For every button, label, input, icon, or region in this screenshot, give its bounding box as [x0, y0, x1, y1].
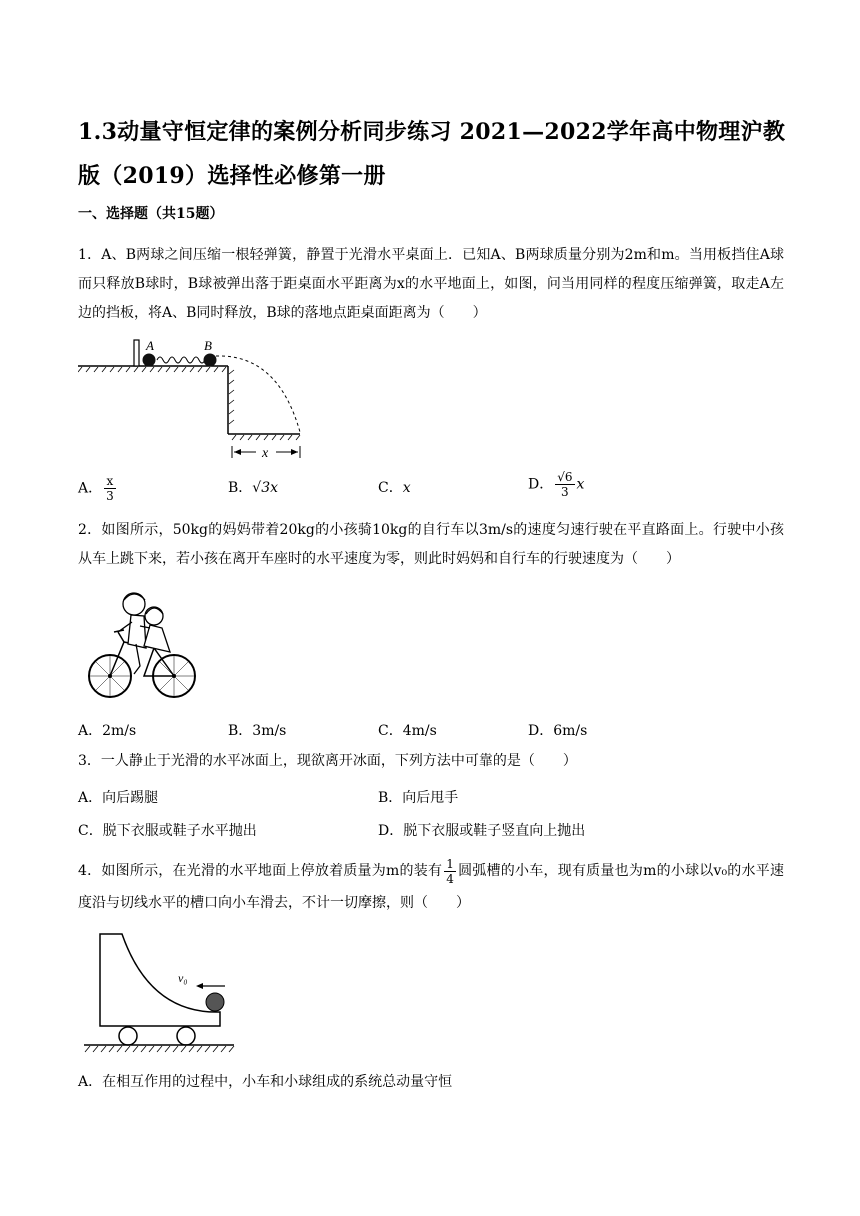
q1-option-d-num: √6	[557, 470, 573, 484]
q1-option-a-num: x	[104, 474, 116, 489]
ball-b	[204, 354, 217, 367]
q1-option-b-prefix: B．	[228, 480, 253, 496]
cart-body	[100, 934, 220, 1026]
child-head	[145, 607, 163, 625]
q1-option-d-fraction	[555, 470, 574, 499]
bicycle-illustration	[84, 586, 202, 702]
ball-a	[143, 354, 156, 367]
label-b: B	[204, 338, 212, 353]
small-ball	[206, 993, 224, 1011]
q1-option-c[interactable]	[378, 478, 411, 498]
q4-option-a[interactable]: A．在相互作用的过程中，小车和小球组成的系统总动量守恒	[78, 1074, 453, 1090]
q4-stem-post: 圆弧槽的小车，现有质量也为m的小球以v₀的水平速度沿与切线水平的槽口向小车滑去，不计一切摩擦，则（ ）	[78, 863, 784, 911]
q2-option-a[interactable]: A．2m/s	[78, 723, 137, 739]
section-heading: 一、选择题（共15题）	[78, 206, 224, 222]
board	[134, 340, 139, 366]
velocity-arrow	[196, 983, 203, 989]
spring	[157, 357, 205, 363]
question-4-stem	[78, 855, 784, 919]
q3-option-b[interactable]: B．向后甩手	[378, 790, 459, 806]
q3-option-d[interactable]: D．脱下衣服或鞋子竖直向上抛出	[378, 823, 586, 839]
q4-stem-pre: 4．如图所示，在光滑的水平地面上停放着质量为m的装有	[78, 863, 443, 879]
q2-option-b[interactable]: B．3m/s	[228, 723, 287, 739]
cart-wheel-right	[177, 1027, 195, 1045]
q2-option-c[interactable]: C．4m/s	[378, 723, 437, 739]
q1-option-c-prefix: C．	[378, 480, 403, 496]
q1-option-d-tail: x	[576, 476, 585, 493]
question-3-stem: 3．一人静止于光滑的水平冰面上，现欲离开冰面，下列方法中可靠的是（ ）	[78, 753, 577, 769]
label-v0: v₀	[178, 971, 188, 985]
page-title: 1.3动量守恒定律的案例分析同步练习 2021—2022学年高中物理沪教版（2019）选择性必修第一册	[78, 119, 786, 189]
question-1-stem: 1．A、B两球之间压缩一根轻弹簧，静置于光滑水平桌面上．已知A、B两球质量分别为2m和m。当用板挡住A球而只释放B球时，B球被弹出落于距桌面水平距离为x的水平地面上，如图，问当用同样的程度压缩弹簧，取走A左边的挡板，将A、B同时释放，B球的落地点距桌面距离为（ ）	[78, 247, 784, 321]
q4-frac-num: 1	[446, 856, 454, 871]
question-2-stem: 2．如图所示，50kg的妈妈带着20kg的小孩骑10kg的自行车以3m/s的速度匀速行驶在平直路面上。行驶中小孩从车上跳下来，若小孩在离开车座时的水平速度为零，则此时妈妈和自行车的行驶速度为（ ）	[78, 522, 784, 567]
q2-option-d[interactable]: D．6m/s	[528, 723, 588, 739]
question-1-figure	[78, 334, 328, 464]
q1-option-c-value: x	[402, 480, 411, 496]
q1-option-a-prefix: A．	[78, 480, 103, 497]
q1-option-a-fraction	[104, 474, 116, 503]
cart-figure	[80, 930, 238, 1056]
q4-frac-den: 4	[446, 871, 454, 886]
label-x: x	[262, 446, 269, 461]
q1-option-b-value: √3x	[252, 480, 279, 496]
q1-option-a-den: 3	[106, 489, 114, 503]
q1-option-b[interactable]	[228, 478, 278, 498]
q1-option-d-den: 3	[561, 485, 569, 499]
q3-option-a[interactable]: A．向后踢腿	[78, 790, 159, 806]
q1-option-d[interactable]	[528, 470, 584, 499]
q1-option-a[interactable]	[78, 474, 118, 503]
q1-option-d-prefix: D．	[528, 476, 554, 493]
q3-option-c[interactable]: C．脱下衣服或鞋子水平抛出	[78, 823, 257, 839]
label-a: A	[146, 338, 154, 353]
q4-quarter-fraction	[444, 857, 456, 886]
cart-wheel-left	[119, 1027, 137, 1045]
